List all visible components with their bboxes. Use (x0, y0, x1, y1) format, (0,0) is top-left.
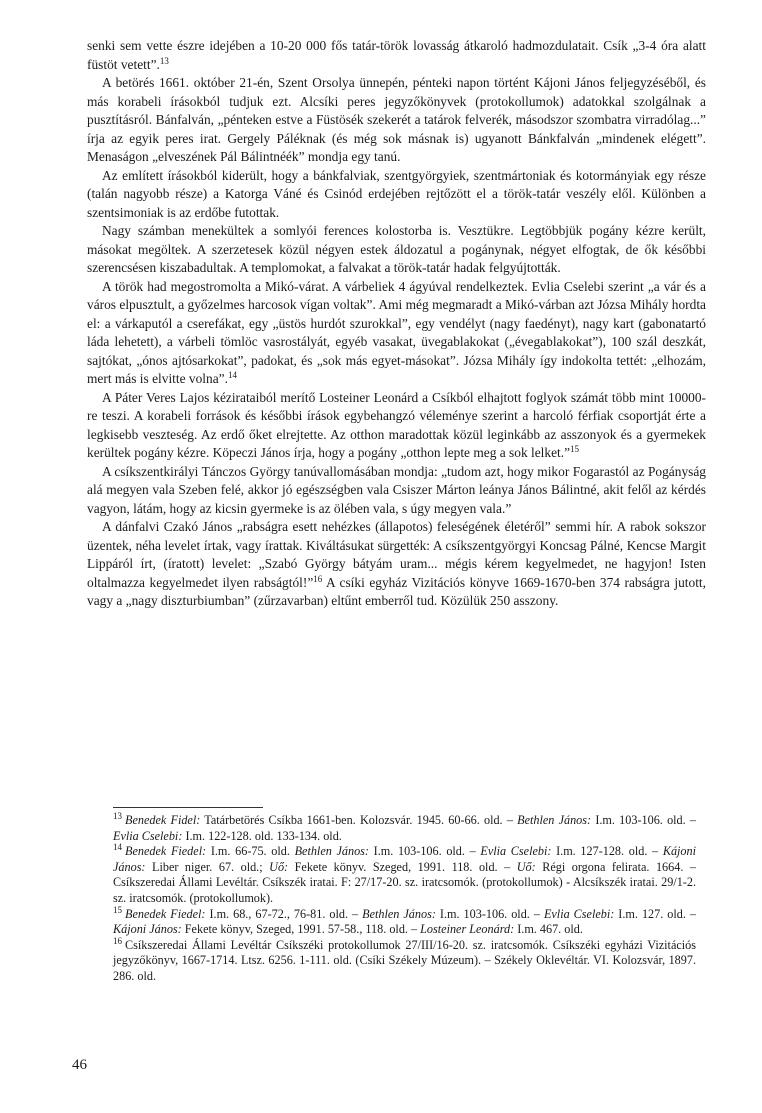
footnote-text: I.m. 127. old. – (614, 906, 696, 921)
paragraph: A Páter Veres Lajos kézirataiból merítő Losteiner Leonárd a Csíkból elhajtott foglyok számát több mint 10000-re teszi. A korabeli források és későbbi írások egybehangzó véleménye szerint a harcoló férfiak csoportját érte a legkisebb veszteség. Az erdő őket elrejtette. Az otthon maradottak közül leginkább az asszonyok és a gyermekek kerültek pogány kézre. Köpeczi János írja, hogy a pogány „otthon lepte meg a sok lelket.”$^{15}$ (87, 389, 706, 460)
page-number: 46 (72, 1057, 87, 1073)
paragraph: A csíkszentkirályi Tánczos György tanúvallomásában mondja: „tudom azt, hogy mikor Fogarastól az Pogányság alá megyen vala Szeben felé, akkor jó egészségben vala Csiszer Márton leánya János Bálintné, akit felől az kérdés vagyon, látám, hogy az kicsin gyermeke is az ölében vala, s úgy megyen vala.” (87, 463, 706, 516)
paragraph: A török had megostromolta a Mikó-várat. A várbeliek 4 ágyúval rendelkeztek. Evlia Cselebi szerint „a vár és a város elpusztult, a győzelmes harcosok vígan voltak”. Ami még megmaradt a Mikó-várban azt Józsa Mihály hordta el: a várkaputól a cserefákat, egy „üstös hurdót szurokkal”, egy vendélyt (nagy faedényt), nagy kart (gabonatartó láda lehetett), a várbeli tömlöc vasrostályát, egyéb vasakat, üvegablakokat („évegablakokat”), 100 szál deszkát, sajtókat, „ónos ajtósarkokat”, padokat, és „sok más egyet-másokat”. Józsa Mihály így indokolta tettét: „elhozám, mert más is elvitte volna”.$^{14}$ (87, 278, 706, 386)
footnote-text: I.m. 127-128. old. – (551, 844, 663, 859)
footnote-text: I.m. 103-106. old. – (369, 844, 481, 859)
footnote-text: Fekete könyv, Szeged, 1991. 57-58., 118. old. – (181, 922, 421, 937)
footnote-text: Fekete könyv. Szeged, 1991. 118. old. – (288, 859, 517, 874)
main-text (87, 37, 706, 611)
footnotes (113, 813, 696, 985)
paragraph: A dánfalvi Czakó János „rabságra esett nehézkes (állapotos) feleségének életéről” semmi hír. A rabok sokszor üzentek, néha levelet írtak, vagy írattak. Kiváltásukat sürgették: A csíkszentgyörgyi Koncsag Pálné, Kencse Margit Lippáról írt, (íratott) levelet: „Szabó György bátyám uram... mégis kérem kegyelmedet, ne hagyjon! Isten oltalmazza kegyelmedet ilyen rabságtól!”$^{16}$ A csíki egyház Vizitációs könyve 1669-1670-ben 374 rabságra jutott, vagy a „nagy diszturbiumban” (zűrzavarban) eltűnt emberről tud. Közülük 250 asszony. (87, 519, 706, 608)
footnote-text: Csíkszeredai Állami Levéltár Csíkszéki protokollumok 27/III/16-20. sz. iratcsomók. Csíkszéki egyházi Vizitációs jegyzőkönyv, 1667-1714. Ltsz. 6256. 1-111. old. (Csíki Székely Múzeum). – Székely Oklevéltár. VI. Kolozsvár, 1897. 286. old. (113, 937, 696, 983)
footnote-number: 15 (113, 904, 122, 915)
footnote-author: Evlia Cselebi: (480, 844, 552, 859)
footnote-ref: 15 (570, 444, 580, 454)
footnote (113, 813, 696, 844)
footnote-text: I.m. 467. old. (514, 922, 583, 937)
footnote-text: I.m. 122-128. old. 133-134. old. (182, 828, 342, 843)
footnote-text: Liber niger. 67. old.; (145, 859, 270, 874)
footnote-text: I.m. 103-106. old. – (591, 813, 697, 827)
footnote-author: Kájoni János: (113, 844, 697, 874)
footnote (113, 935, 696, 985)
footnote-text: Tatárbetörés Csíkba 1661-ben. Kolozsvár. 1945. 60-66. old. – (200, 813, 518, 827)
footnote (113, 904, 696, 938)
footnote-ref: 13 (159, 55, 169, 66)
footnote-number: 14 (113, 842, 122, 853)
footnote-author: Uő: (516, 859, 536, 874)
footnote (113, 844, 696, 906)
paragraph: senki sem vette észre idejében a 10-20 000 fős tatár-török lovasság átkaroló hadmozdulatait. Csík „3-4 óra alatt füstöt vetett”.$^{13}$ (87, 38, 706, 72)
footnote-author: Losteiner Leonárd: (420, 922, 515, 937)
footnote-text: I.m. 103-106. old. – (435, 906, 544, 921)
footnote-author: Bethlen János: (362, 906, 436, 921)
footnote-number: 13 (113, 811, 122, 821)
footnote-number: 16 (113, 935, 122, 946)
paragraph: Nagy számban menekültek a somlyói ferences kolostorba is. Vesztükre. Legtöbbjük pogány kézre került, másokat megöltek. A szerzetesek közül négyen estek áldozatul a pogánynak, négyet elfogtak, de ők későbbi szerencsésen kiszabadultak. A templomokat, a falvakat a török-tatár hadak felgyújtották. (87, 223, 706, 275)
footnote-ref: 16 (313, 573, 323, 584)
footnote-text: I.m. 66-75. old. (206, 844, 295, 859)
paragraph: Az említett írásokból kiderült, hogy a bánkfalviak, szentgyörgyiek, szentmártoniak és kotormányiak egy része (talán nagyobb része) a Katorga Váné és Csinód erdejében rejtőzött el a török-tatár veszély elől. Különben a szentsimoniak is az erdőbe futottak. (87, 167, 706, 220)
footnote-author: Benedek Fidel: (125, 813, 201, 827)
footnote-author: Uő: (269, 859, 289, 874)
paragraph: A betörés 1661. október 21-én, Szent Orsolya ünnepén, pénteki napon történt Kájoni János feljegyzéséből, és más korabeli írásokból tudjuk ezt. Alcsíki peres jegyzőkönyvek (protokollumok) adatokkal szolgálnak a pusztításról. Bánfalván, „pénteken estve a Füstösék szekerét a tatárok felverék, másodszor szombatra virradólag...” írja az egyik peres irat. Gergely Páléknak (és még sok másnak is) ugyanott Bánkfalván „mindenek elégett”. Menaságon „elveszének Pál Bálintnéék” mondja egy tanú. (87, 75, 706, 164)
footnote-text: Régi orgona felirata. 1664. – Csíkszeredai Állami Levéltár. Csíkszék iratai. F: 27/17-20. sz. iratcsomók. (protokollumok) - Alcsíkszék iratai. 29/1-2. sz. iratcsomók. (protokollumok). (113, 859, 696, 905)
footnote-author: Evlia Cselebi: (543, 906, 615, 921)
footnote-author: Evlia Cselebi: (113, 828, 183, 843)
footnote-divider (113, 807, 263, 808)
footnote-author: Kájoni János: (113, 922, 182, 937)
footnote-author: Benedek Fiedel: (125, 844, 207, 859)
footnote-author: Bethlen János: (517, 813, 592, 827)
footnote-ref: 14 (227, 370, 237, 380)
footnote-author: Bethlen János: (294, 844, 369, 859)
footnote-text: I.m. 68., 67-72., 76-81. old. – (205, 906, 363, 921)
footnote-author: Benedek Fiedel: (125, 906, 206, 921)
